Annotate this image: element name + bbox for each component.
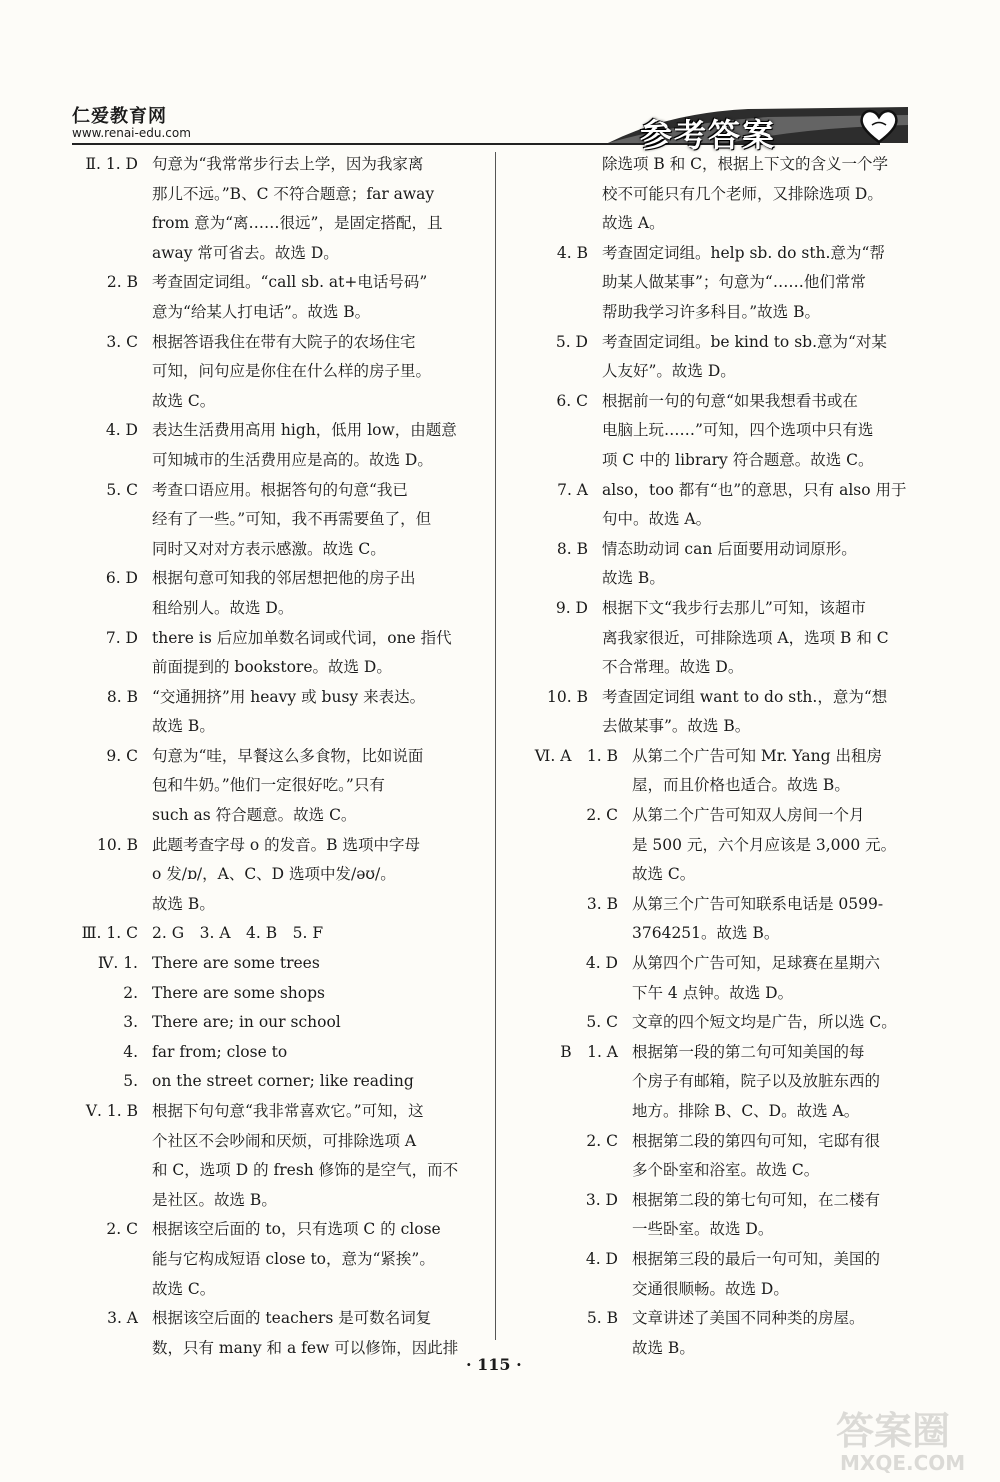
- explanation-line: 包和牛奶。”他们一定很好吃。”只有: [152, 776, 385, 795]
- answer-explanation: [152, 1038, 486, 1068]
- answer-number: 2. C: [586, 806, 618, 825]
- answer-explanation: [152, 1097, 486, 1215]
- answer-number: 2. C: [106, 1220, 138, 1239]
- answer-item: [508, 387, 903, 476]
- explanation-line: There are; in our school: [152, 1013, 341, 1032]
- explanation-line: there is 后应加单数名词或代词，one 指代: [152, 628, 452, 647]
- answer-number: 5. C: [586, 1013, 618, 1032]
- explanation-line: 下午 4 点钟。故选 D。: [632, 983, 794, 1002]
- answer-explanation: [152, 564, 486, 623]
- explanation-line: 3764251。故选 B。: [632, 924, 780, 943]
- answer-number: Ⅲ. 1. C: [81, 924, 138, 943]
- answer-item: [508, 949, 903, 1008]
- explanation-line: 是 500 元，六个月应该是 3,000 元。: [632, 835, 897, 854]
- explanation-line: 2. G 3. A 4. B 5. F: [152, 924, 324, 943]
- explanation-line: 从第二个广告可知 Mr. Yang 出租房: [632, 746, 882, 765]
- explanation-line: 离我家很近，可排除选项 A，选项 B 和 C: [602, 628, 889, 647]
- answer-explanation: [632, 1008, 903, 1038]
- explanation-line: 句中。故选 A。: [602, 510, 712, 529]
- answer-number: 4.: [123, 1042, 138, 1061]
- answer-number: 4. D: [105, 421, 138, 440]
- explanation-line: 帮助我学习许多科目。”故选 B。: [602, 302, 820, 321]
- answer-item: [66, 831, 486, 920]
- column-divider: [495, 152, 496, 1340]
- explanation-line: There are some shops: [152, 983, 325, 1002]
- explanation-line: 根据第一段的第二句可知美国的每: [632, 1042, 865, 1061]
- answer-number: 5. B: [586, 1309, 618, 1328]
- answer-explanation: [152, 683, 486, 742]
- explanation-line: 个社区不会吵闹和厌烦，可排除选项 A: [152, 1131, 417, 1150]
- explanation-line: 故选 C。: [152, 1279, 216, 1298]
- explanation-line: 前面提到的 bookstore。故选 D。: [152, 658, 392, 677]
- explanation-line: 租给别人。故选 D。: [152, 598, 294, 617]
- explanation-line: 个房子有邮箱，院子以及放脏东西的: [632, 1072, 881, 1091]
- answer-number: 4. D: [585, 1249, 618, 1268]
- answer-item: [66, 742, 486, 831]
- explanation-line: 交通很顺畅。故选 D。: [632, 1279, 789, 1298]
- explanation-line: 根据下文“我步行去那儿”可知，该超市: [602, 598, 866, 617]
- answer-explanation: [152, 624, 486, 683]
- answer-number: 2.: [123, 983, 138, 1002]
- explanation-line: 和 C，选项 D 的 fresh 修饰的是空气，而不: [152, 1161, 459, 1180]
- answer-explanation: [632, 949, 903, 1008]
- answer-explanation: [632, 890, 903, 949]
- answer-number: 9. D: [555, 598, 588, 617]
- explanation-line: 根据第二段的第七句可知，在二楼有: [632, 1190, 881, 1209]
- explanation-line: There are some trees: [152, 954, 320, 973]
- answer-number: 2. C: [586, 1131, 618, 1150]
- heart-logo-icon: [858, 108, 900, 144]
- explanation-line: 同时又对对方表示感激。故选 C。: [152, 539, 386, 558]
- explanation-line: 根据下句句意“我非常喜欢它。”可知，这: [152, 1102, 424, 1120]
- site-name: 仁爱教育网: [72, 106, 167, 127]
- answer-number: 7. D: [105, 628, 138, 647]
- answer-explanation: [632, 742, 903, 801]
- answer-explanation: [602, 476, 907, 535]
- explanation-line: far from; close to: [152, 1042, 288, 1061]
- answer-number: 3. B: [586, 894, 618, 913]
- watermark-logo: [830, 1400, 980, 1476]
- explanation-line: 从第三个广告可知联系电话是 0599-: [632, 894, 884, 913]
- explanation-line: 意为“给某人打电话”。故选 B。: [152, 302, 371, 321]
- answer-item: [508, 1304, 903, 1363]
- answer-item: [66, 268, 486, 327]
- explanation-line: 除选项 B 和 C，根据上下文的含义一个学: [602, 155, 889, 173]
- answer-number: 3. A: [107, 1309, 138, 1328]
- explanation-line: from 意为“离……很远”，是固定搭配，且: [152, 214, 443, 233]
- answer-explanation: [152, 268, 486, 327]
- answer-number: Ⅴ. 1. B: [85, 1102, 138, 1120]
- answer-number: 5.: [123, 1072, 138, 1091]
- explanation-line: 地方。排除 B、C、D。故选 A。: [632, 1102, 860, 1120]
- explanation-line: 从第四个广告可知，足球赛在星期六: [632, 954, 881, 973]
- answer-explanation: [632, 1245, 903, 1304]
- answer-number: 3.: [123, 1013, 138, 1032]
- answer-number: 4. D: [585, 954, 618, 973]
- answer-item: [66, 476, 486, 565]
- answer-item: [66, 1008, 486, 1038]
- answer-explanation: [152, 476, 486, 565]
- answer-explanation: [602, 328, 903, 387]
- answer-explanation: [152, 742, 486, 831]
- right-answer-column: [508, 150, 907, 1363]
- explanation-line: 根据答语我住在带有大院子的农场住宅: [152, 332, 416, 351]
- answer-item: [66, 1097, 486, 1215]
- answer-item: [508, 535, 903, 594]
- answer-item: [508, 239, 903, 328]
- explanation-line: 根据第二段的第四句可知，宅邸有很: [632, 1131, 881, 1150]
- explanation-line: 根据句意可知我的邻居想把他的房子出: [152, 569, 416, 588]
- explanation-line: o 发/ɒ/，A、C、D 选项中发/əʊ/。: [152, 865, 396, 884]
- explanation-line: 屋，而且价格也适合。故选 B。: [632, 776, 850, 795]
- answer-item: [66, 1215, 486, 1304]
- explanation-line: 可知，问句应是你住在什么样的房子里。: [152, 362, 432, 381]
- answer-item: [66, 564, 486, 623]
- answer-item: [66, 979, 486, 1009]
- answer-number: 10. B: [547, 687, 588, 706]
- explanation-line: 去做某事”。故选 B。: [602, 717, 751, 736]
- explanation-line: 表达生活费用高用 high，低用 low，由题意: [152, 421, 457, 440]
- answer-explanation: [152, 1067, 486, 1097]
- explanation-line: 多个卧室和浴室。故选 C。: [632, 1161, 820, 1180]
- explanation-line: 故选 C。: [152, 391, 216, 410]
- explanation-line: 助某人做某事”；句意为“……他们常常: [602, 273, 866, 292]
- answer-number: 5. C: [106, 480, 138, 499]
- answer-explanation: [152, 979, 486, 1009]
- explanation-line: 根据该空后面的 to，只有选项 C 的 close: [152, 1220, 441, 1239]
- explanation-line: 句意为“哇，早餐这么多食物，比如说面: [152, 746, 424, 765]
- answer-explanation: [632, 1304, 903, 1363]
- explanation-line: “交通拥挤”用 heavy 或 busy 来表达。: [152, 687, 426, 706]
- site-url: www.renai-edu.com: [72, 126, 191, 140]
- answer-explanation: [152, 919, 486, 949]
- explanation-line: on the street corner; like reading: [152, 1072, 414, 1091]
- explanation-line: 能与它构成短语 close to，意为“紧挨”。: [152, 1249, 435, 1268]
- explanation-line: 情态助动词 can 后面要用动词原形。: [602, 539, 857, 558]
- answer-number: 3. C: [106, 332, 138, 351]
- answer-number: 10. B: [97, 835, 138, 854]
- explanation-line: 根据前一句的句意“如果我想看书或在: [602, 391, 858, 410]
- explanation-line: 根据该空后面的 teachers 是可数名词复: [152, 1309, 432, 1328]
- answer-number: 6. C: [556, 391, 588, 410]
- answer-item: [66, 919, 486, 949]
- explanation-line: 从第二个广告可知双人房间一个月: [632, 806, 865, 825]
- explanation-line: 考查固定词组。be kind to sb.意为“对某: [602, 332, 887, 351]
- answer-explanation: [602, 150, 903, 239]
- answer-item: [66, 683, 486, 742]
- answer-explanation: [152, 328, 486, 417]
- answer-explanation: [152, 949, 486, 979]
- answer-explanation: [602, 535, 903, 594]
- answer-item: [508, 1186, 903, 1245]
- explanation-line: 考查固定词组 want to do sth.，意为“想: [602, 687, 888, 706]
- answer-item: [508, 150, 903, 239]
- explanation-line: 一些卧室。故选 D。: [632, 1220, 774, 1239]
- explanation-line: 文章讲述了美国不同种类的房屋。: [632, 1309, 865, 1328]
- watermark-text: 答案圈: [836, 1409, 951, 1453]
- explanation-line: 那儿不远。”B、C 不符合题意；far away: [152, 184, 435, 203]
- answer-explanation: [632, 1038, 903, 1127]
- left-answer-column: [66, 150, 486, 1363]
- explanation-line: 根据第三段的最后一句可知，美国的: [632, 1249, 881, 1268]
- explanation-line: 经有了一些。”可知，我不再需要鱼了，但: [152, 510, 432, 529]
- watermark-url: MXQE.COM: [840, 1451, 966, 1475]
- answer-number: 7. A: [557, 480, 588, 499]
- answer-explanation: [152, 150, 486, 268]
- explanation-line: 考查固定词组。“call sb. at+电话号码”: [152, 273, 428, 292]
- explanation-line: 故选 B。: [152, 894, 215, 913]
- answer-item: [508, 742, 903, 801]
- answer-item: [66, 150, 486, 268]
- answer-item: [66, 1067, 486, 1097]
- answer-explanation: [152, 1215, 486, 1304]
- page-number: · 115 ·: [466, 1355, 522, 1374]
- explanation-line: also，too 都有“也”的意思，只有 also 用于: [602, 480, 907, 499]
- answer-item: [66, 1038, 486, 1068]
- explanation-line: away 常可省去。故选 D。: [152, 243, 339, 262]
- answer-item: [508, 801, 903, 890]
- explanation-line: 人友好”。故选 D。: [602, 362, 736, 381]
- answer-explanation: [632, 801, 903, 890]
- answer-item: [508, 476, 907, 535]
- answer-item: [66, 416, 486, 475]
- explanation-line: 数，只有 many 和 a few 可以修饰，因此排: [152, 1338, 459, 1357]
- answer-number: 2. B: [106, 273, 138, 292]
- answer-number: Ⅵ. A 1. B: [534, 746, 618, 765]
- answer-number: 9. C: [106, 746, 138, 765]
- answer-explanation: [632, 1127, 903, 1186]
- answer-explanation: [602, 239, 903, 328]
- answer-item: [66, 1304, 486, 1363]
- answer-explanation: [632, 1186, 903, 1245]
- answer-number: 4. B: [556, 243, 588, 262]
- explanation-line: 电脑上玩……”可知，四个选项中只有选: [602, 421, 874, 440]
- explanation-line: 校不可能只有几个老师，又排除选项 D。: [602, 184, 883, 203]
- answer-item: [508, 1245, 903, 1304]
- explanation-line: such as 符合题意。故选 C。: [152, 806, 357, 825]
- explanation-line: 是社区。故选 B。: [152, 1190, 277, 1209]
- page-header: [0, 0, 1000, 154]
- answer-number: 5. D: [555, 332, 588, 351]
- answer-item: [508, 1038, 903, 1127]
- answer-item: [66, 328, 486, 417]
- explanation-line: 故选 A。: [602, 214, 665, 233]
- answer-explanation: [152, 831, 486, 920]
- answer-item: [66, 624, 486, 683]
- explanation-line: 故选 C。: [632, 865, 696, 884]
- answer-explanation: [602, 683, 903, 742]
- answer-explanation: [152, 416, 486, 475]
- explanation-line: 故选 B。: [602, 569, 665, 588]
- explanation-line: 项 C 中的 library 符合题意。故选 C。: [602, 450, 874, 469]
- banner-title: 参考答案: [640, 116, 777, 154]
- answer-item: [66, 949, 486, 979]
- answer-number: [508, 150, 602, 239]
- explanation-line: 文章的四个短文均是广告，所以选 C。: [632, 1013, 897, 1032]
- answer-item: [508, 1008, 903, 1038]
- answer-number: 8. B: [556, 539, 588, 558]
- answer-number: 3. D: [585, 1190, 618, 1209]
- answer-item: [508, 594, 903, 683]
- explanation-line: 故选 B。: [632, 1338, 695, 1357]
- explanation-line: 可知城市的生活费用应是高的。故选 D。: [152, 450, 433, 469]
- answer-item: [508, 328, 903, 387]
- explanation-line: 故选 B。: [152, 717, 215, 736]
- answer-explanation: [602, 387, 903, 476]
- explanation-line: 此题考查字母 o 的发音。B 选项中字母: [152, 835, 421, 854]
- answer-explanation: [152, 1304, 486, 1363]
- explanation-line: 句意为“我常常步行去上学，因为我家离: [152, 155, 424, 173]
- explanation-line: 考查口语应用。根据答句的句意“我已: [152, 480, 408, 499]
- explanation-line: 不合常理。故选 D。: [602, 658, 744, 677]
- answer-item: [508, 683, 903, 742]
- answer-explanation: [602, 594, 903, 683]
- answer-number: 6. D: [105, 569, 138, 588]
- answer-number: Ⅱ. 1. D: [85, 155, 138, 173]
- explanation-line: 考查固定词组。help sb. do sth.意为“帮: [602, 243, 885, 262]
- answer-number: 8. B: [106, 687, 138, 706]
- answer-number: B 1. A: [560, 1042, 618, 1061]
- answer-item: [508, 890, 903, 949]
- answer-number: Ⅳ. 1.: [97, 954, 138, 973]
- answer-explanation: [152, 1008, 486, 1038]
- answer-item: [508, 1127, 903, 1186]
